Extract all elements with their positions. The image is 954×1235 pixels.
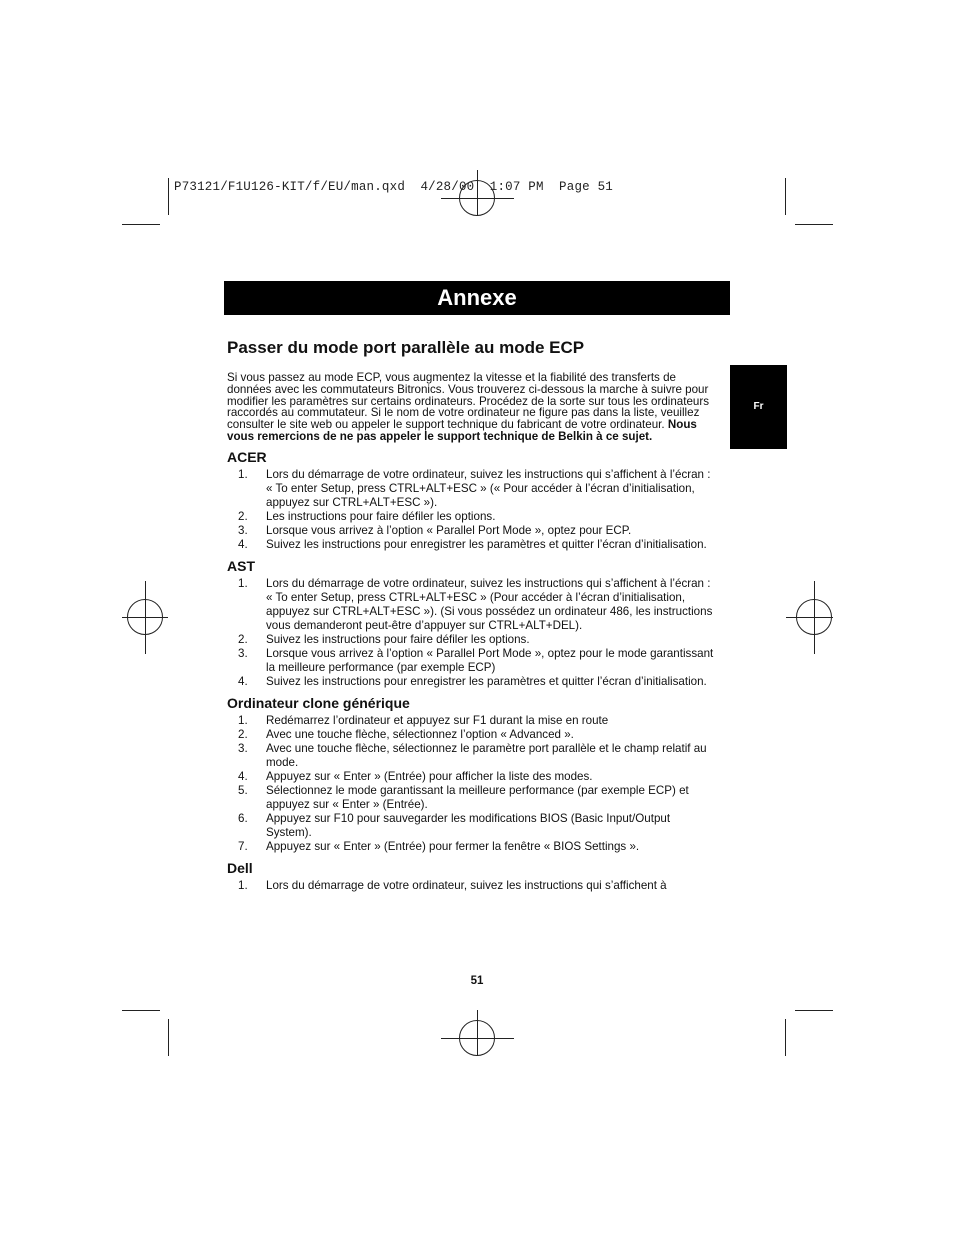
list-item <box>227 879 717 893</box>
list-item-text: Appuyez sur F10 pour sauvegarder les modifications BIOS (Basic Input/Output System). <box>266 811 671 839</box>
crop-mark <box>168 178 169 215</box>
list-item <box>227 812 717 840</box>
registration-mark-right-v <box>814 581 815 654</box>
list-item-text: Appuyez sur « Enter » (Entrée) pour afficher la liste des modes. <box>266 769 593 783</box>
main-content <box>227 337 717 893</box>
page-heading: Passer du mode port parallèle au mode ECP <box>227 338 585 357</box>
list-item <box>227 714 717 728</box>
section-title: ACER <box>227 448 267 465</box>
page-number: 51 <box>470 975 484 987</box>
registration-mark-right-h <box>786 617 833 618</box>
list-item-number: 1. <box>238 576 248 590</box>
crop-mark <box>785 1019 786 1056</box>
list-item-number: 3. <box>238 741 248 755</box>
instruction-list <box>227 468 717 552</box>
list-item-text: Suivez les instructions pour faire défiler les options. <box>266 632 530 646</box>
sections <box>227 449 717 893</box>
list-item-text: Avec une touche flèche, sélectionnez le paramètre port parallèle et le champ relatif au mode. <box>266 741 707 769</box>
intro-text: Si vous passez au mode ECP, vous augmentez la vitesse et la fiabilité des transferts de données avec les commutateurs Bitronics. Vous trouverez ci-dessous la marche à suivre pour modifier les paramètres sur certains ordinateurs. Procédez de la sorte sur tous les ordinateurs raccordés au commutateur. Si le nom de votre ordinateur ne figure pas dans la liste, veuillez consulter le site web ou appeler le support technique du fabricant de votre ordinateur. <box>227 371 710 432</box>
language-tab: Fr <box>730 365 787 449</box>
list-item-text: Lorsque vous arrivez à l’option « Parallel Port Mode », optez pour ECP. <box>266 523 632 537</box>
crop-mark <box>795 1010 833 1011</box>
list-item-text: Appuyez sur « Enter » (Entrée) pour fermer la fenêtre « BIOS Settings ». <box>266 839 640 853</box>
list-item-number: 4. <box>238 674 248 688</box>
crop-mark <box>168 1019 169 1056</box>
list-item-text: Lors du démarrage de votre ordinateur, suivez les instructions qui s’affichent à l’écran : « To enter Setup, press CTRL+ALT+ESC » (« Pour accéder à l’écran d’initialisation, appuyez sur CTRL+ALT+ESC »). <box>266 467 711 509</box>
list-item <box>227 468 717 510</box>
crop-mark <box>122 1010 160 1011</box>
list-item <box>227 742 717 770</box>
crop-mark <box>785 178 786 215</box>
list-item <box>227 538 717 552</box>
crop-mark <box>122 224 160 225</box>
list-item-text: Avec une touche flèche, sélectionnez l’option « Advanced ». <box>266 727 574 741</box>
print-slug: P73121/F1U126-KIT/f/EU/man.qxd 4/28/00 1:07 PM Page 51 <box>174 180 613 194</box>
section-title: Dell <box>227 859 253 876</box>
intro-bold: Nous vous remercions de ne pas appeler le support technique de Belkin à ce sujet. <box>227 418 697 443</box>
list-item-number: 3. <box>238 646 248 660</box>
instruction-list <box>227 577 717 689</box>
list-item-number: 6. <box>238 811 248 825</box>
list-item-text: Suivez les instructions pour enregistrer les paramètres et quitter l’écran d’initialisation. <box>266 537 707 551</box>
list-item-number: 1. <box>238 878 248 892</box>
registration-mark-left-v <box>145 581 146 654</box>
crop-mark <box>795 224 833 225</box>
list-item-number: 4. <box>238 769 248 783</box>
section-title: AST <box>227 557 255 574</box>
registration-mark-bottom-v <box>477 1010 478 1056</box>
list-item <box>227 510 717 524</box>
list-item-text: Lors du démarrage de votre ordinateur, suivez les instructions qui s’affichent à <box>266 878 667 892</box>
list-item-number: 2. <box>238 509 248 523</box>
list-item <box>227 524 717 538</box>
list-item <box>227 728 717 742</box>
list-item-number: 1. <box>238 713 248 727</box>
list-item <box>227 675 717 689</box>
list-item-number: 7. <box>238 839 248 853</box>
list-item-text: Suivez les instructions pour enregistrer les paramètres et quitter l’écran d’initialisation. <box>266 674 707 688</box>
intro-paragraph <box>227 372 717 443</box>
list-item-number: 4. <box>238 537 248 551</box>
section-banner: Annexe <box>224 281 730 315</box>
list-item-text: Les instructions pour faire défiler les options. <box>266 509 496 523</box>
list-item-number: 5. <box>238 783 248 797</box>
instruction-list <box>227 879 717 893</box>
list-item-number: 2. <box>238 632 248 646</box>
list-item <box>227 840 717 854</box>
list-item <box>227 577 717 633</box>
list-item-text: Redémarrez l’ordinateur et appuyez sur F1 durant la mise en route <box>266 713 609 727</box>
list-item-number: 3. <box>238 523 248 537</box>
list-item <box>227 784 717 812</box>
list-item <box>227 770 717 784</box>
instruction-list <box>227 714 717 854</box>
list-item-text: Lors du démarrage de votre ordinateur, suivez les instructions qui s’affichent à l’écran : « To enter Setup, press CTRL+ALT+ESC » (Pour accéder à l’écran d’initialisation, appuyez sur CTRL+ALT+ESC »). (Si vous possédez un ordinateur 486, les instructions vous demanderont peut-être d’appuyer sur CTRL+ALT+DEL). <box>266 576 713 632</box>
list-item-number: 1. <box>238 467 248 481</box>
list-item <box>227 633 717 647</box>
list-item-text: Lorsque vous arrivez à l’option « Parallel Port Mode », optez pour le mode garantissant la meilleure performance (par exemple ECP) <box>266 646 714 674</box>
list-item-text: Sélectionnez le mode garantissant la meilleure performance (par exemple ECP) et appuyez sur « Enter » (Entrée). <box>266 783 689 811</box>
list-item <box>227 647 717 675</box>
section-title: Ordinateur clone générique <box>227 694 410 711</box>
list-item-number: 2. <box>238 727 248 741</box>
